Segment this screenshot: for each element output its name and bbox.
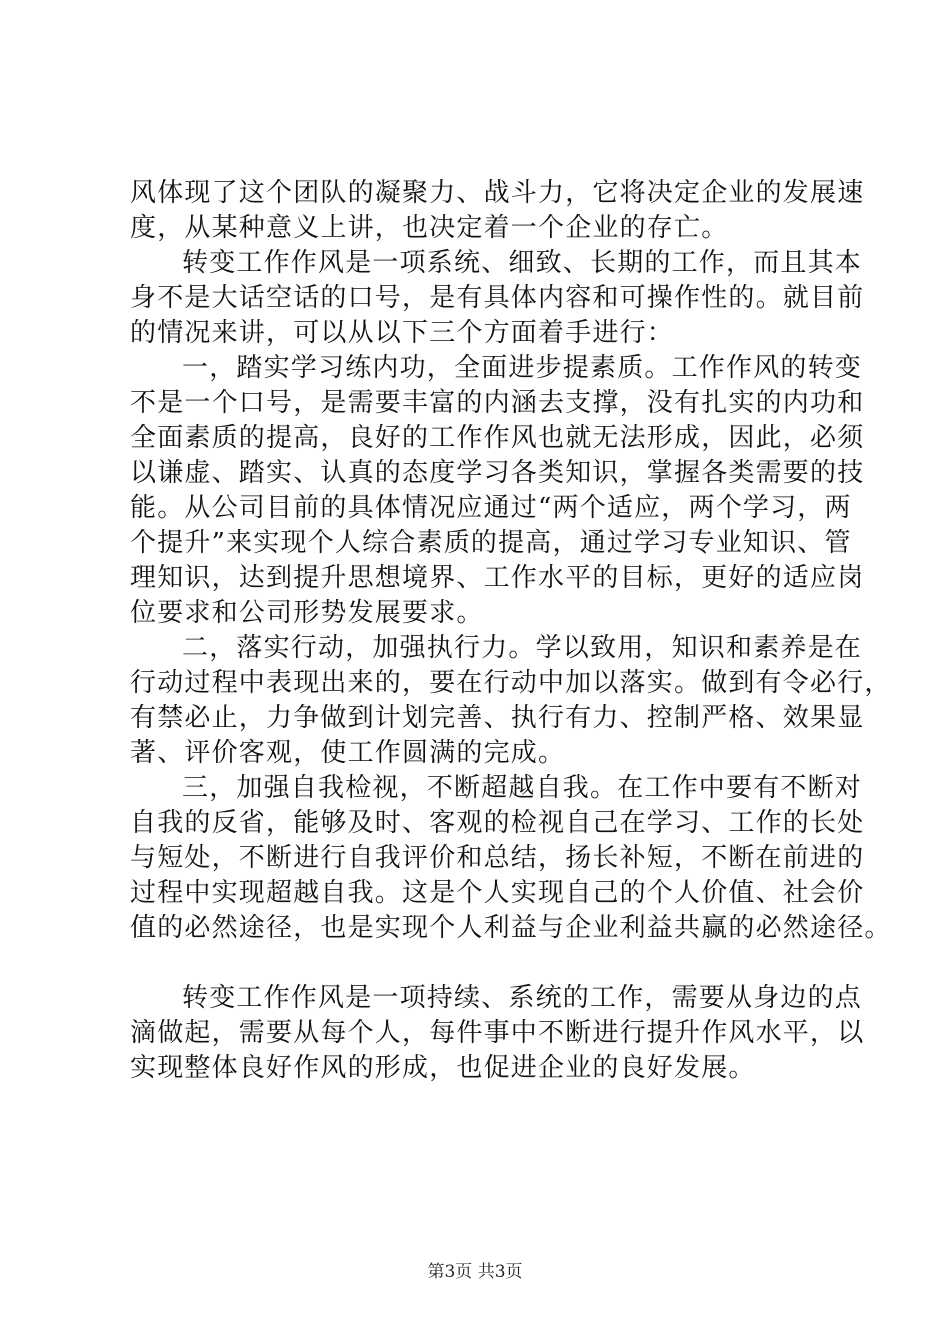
text-line: 著、评价客观，使工作圆满的完成。 [130, 738, 566, 768]
text-line: 个提升”来实现个人综合素质的提高，通过学习专业知识、管 [130, 528, 852, 558]
text-line: 转变工作作风是一项系统、细致、长期的工作，而且其本 [182, 248, 863, 278]
text-line: 全面素质的提高，良好的工作作风也就无法形成，因此，必须 [130, 423, 865, 453]
text-line: 理知识，达到提升思想境界、工作水平的目标，更好的适应岗 [130, 563, 865, 593]
text-line: 身不是大话空话的口号，是有具体内容和可操作性的。就目前 [130, 283, 865, 313]
text-line: 不是一个口号，是需要丰富的内涵去支撑，没有扎实的内功和 [130, 388, 865, 418]
text-line: 实现整体良好作风的形成，也促进企业的良好发展。 [130, 1053, 756, 1083]
text-line: 行动过程中表现出来的，要在行动中加以落实。做到有令必行， [130, 668, 892, 698]
text-line: 一，踏实学习练内功，全面进步提素质。工作作风的转变 [182, 353, 863, 383]
text-line: 度，从某种意义上讲，也决定着一个企业的存亡。 [130, 213, 729, 243]
text-line: 转变工作作风是一项持续、系统的工作，需要从身边的点 [182, 983, 863, 1013]
text-line: 过程中实现超越自我。这是个人实现自己的个人价值、社会价 [130, 878, 865, 908]
text-line: 的情况来讲，可以从以下三个方面着手进行： [130, 318, 675, 348]
text-line: 以谦虚、踏实、认真的态度学习各类知识，掌握各类需要的技 [130, 458, 865, 488]
page-number-footer: 第3页 共3页 [427, 1262, 523, 1282]
text-line: 滴做起，需要从每个人，每件事中不断进行提升作风水平，以 [130, 1018, 865, 1048]
text-line: 与短处，不断进行自我评价和总结，扬长补短，不断在前进的 [130, 843, 865, 873]
text-line: 风体现了这个团队的凝聚力、战斗力，它将决定企业的发展速 [130, 178, 865, 208]
text-line: 自我的反省，能够及时、客观的检视自己在学习、工作的长处 [130, 808, 865, 838]
text-line: 位要求和公司形势发展要求。 [130, 598, 484, 628]
text-line: 有禁必止，力争做到计划完善、执行有力、控制严格、效果显 [130, 703, 865, 733]
text-line: 值的必然途径，也是实现个人利益与企业利益共赢的必然途径。 [130, 913, 892, 943]
text-line: 二，落实行动，加强执行力。学以致用，知识和素养是在 [182, 633, 863, 663]
text-line: 三，加强自我检视，不断超越自我。在工作中要有不断对 [182, 773, 863, 803]
text-line: 能。从公司目前的具体情况应通过“两个适应，两个学习，两 [130, 493, 852, 523]
